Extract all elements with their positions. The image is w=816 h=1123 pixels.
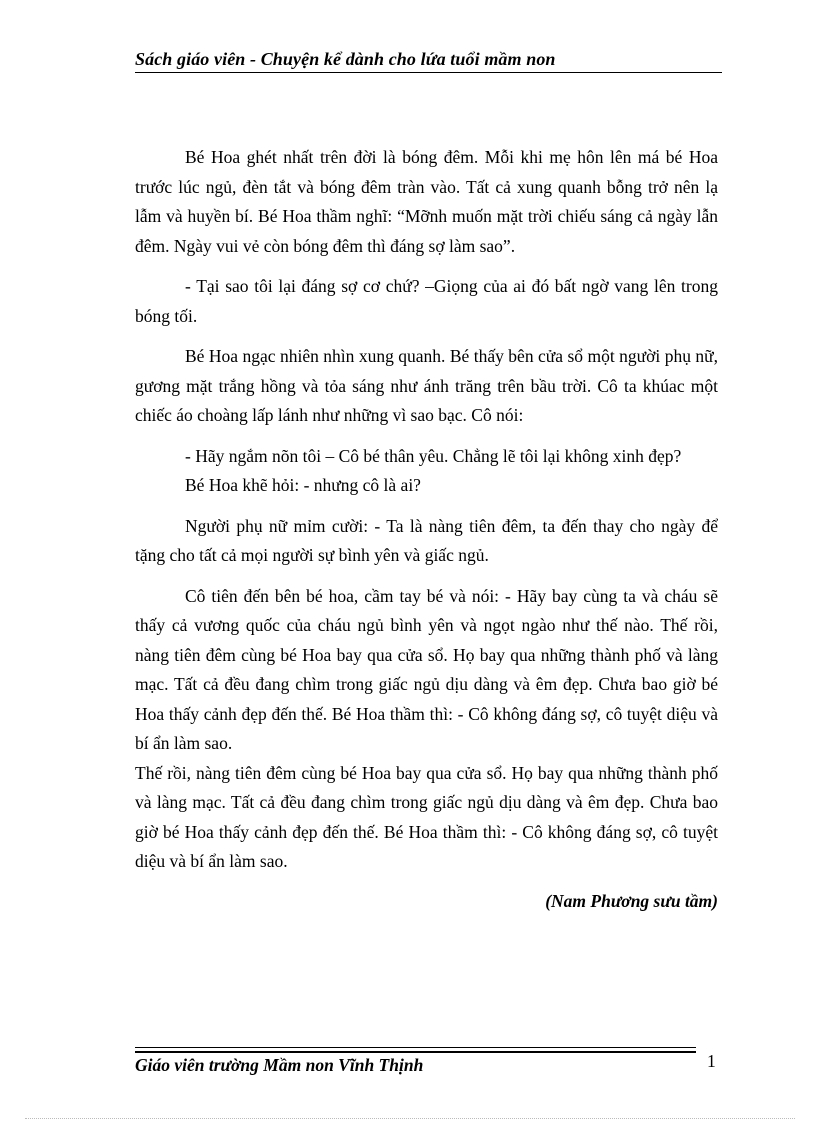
page-number: 1 bbox=[707, 1051, 716, 1071]
story-attribution: (Nam Phương sưu tầm) bbox=[545, 890, 718, 911]
story-paragraph: Thế rồi, nàng tiên đêm cùng bé Hoa bay qua cửa sổ. Họ bay qua những thành phố và làng mạc. Tất cả đều đang chìm trong giấc ngủ dịu dàng và êm đẹp. Chưa bao giờ bé Hoa thấy cảnh đẹp đến thế. Bé Hoa thầm thì: - Cô không đáng sợ, cô tuyệt diệu và bí ẩn làm sao. bbox=[135, 762, 718, 871]
footer-rule-thick bbox=[135, 1051, 696, 1053]
story-paragraph: Bé Hoa ngạc nhiên nhìn xung quanh. Bé thấy bên cửa sổ một người phụ nữ, gương mặt trắng hồng và tỏa sáng như ánh trăng trên bầu trời. Cô ta khúac một chiếc áo choàng lấp lánh như những vì sao bạc. Cô nói: bbox=[135, 346, 718, 425]
story-paragraph: Cô tiên đến bên bé hoa, cầm tay bé và nói: - Hãy bay cùng ta và cháu sẽ thấy cả vương quốc của cháu ngủ bình yên và ngọt ngào như thế nào. Thế rồi, nàng tiên đêm cùng bé Hoa bay qua cửa sổ. Họ bay qua những thành phố và làng mạc. Tất cả đều đang chìm trong giấc ngủ dịu dàng và êm đẹp. Chưa bao giờ bé Hoa thấy cảnh đẹp đến thế. Bé Hoa thầm thì: - Cô không đáng sợ, cô tuyệt diệu và bí ẩn làm sao. bbox=[135, 585, 718, 753]
header-rule bbox=[135, 72, 722, 73]
footer-school: Giáo viên trường Mầm non Vĩnh Thịnh bbox=[135, 1055, 424, 1075]
story-paragraph: Bé Hoa khẽ hỏi: - nhưng cô là ai? bbox=[185, 475, 421, 495]
story-body bbox=[135, 143, 718, 916]
story-paragraph: Bé Hoa ghét nhất trên đời là bóng đêm. Mỗi khi mẹ hôn lên má bé Hoa trước lúc ngủ, đèn tắt và bóng đêm tràn vào. Tất cả xung quanh bỗng trở nên lạ lẫm và huyền bí. Bé Hoa thầm nghĩ: “Mỡnh muốn mặt trời chiếu sáng cả ngày lẫn đêm. Ngày vui vẻ còn bóng đêm thì đáng sợ làm sao”. bbox=[135, 147, 718, 256]
story-paragraph: - Tại sao tôi lại đáng sợ cơ chứ? –Giọng của ai đó bất ngờ vang lên trong bóng tối. bbox=[135, 276, 718, 326]
page-footer bbox=[135, 1045, 720, 1085]
story-paragraph: - Hãy ngắm nõn tôi – Cô bé thân yêu. Chẳng lẽ tôi lại không xinh đẹp? bbox=[185, 445, 682, 466]
footer-rule-thin bbox=[135, 1047, 696, 1048]
page-header bbox=[135, 48, 720, 70]
header-title: Sách giáo viên - Chuyện kể dành cho lứa tuổi mầm non bbox=[135, 49, 556, 69]
bottom-dotted-line bbox=[25, 1118, 795, 1119]
story-paragraph: Người phụ nữ mỉm cười: - Ta là nàng tiên đêm, ta đến thay cho ngày để tặng cho tất cả mọi người sự bình yên và giấc ngủ. bbox=[135, 515, 718, 565]
